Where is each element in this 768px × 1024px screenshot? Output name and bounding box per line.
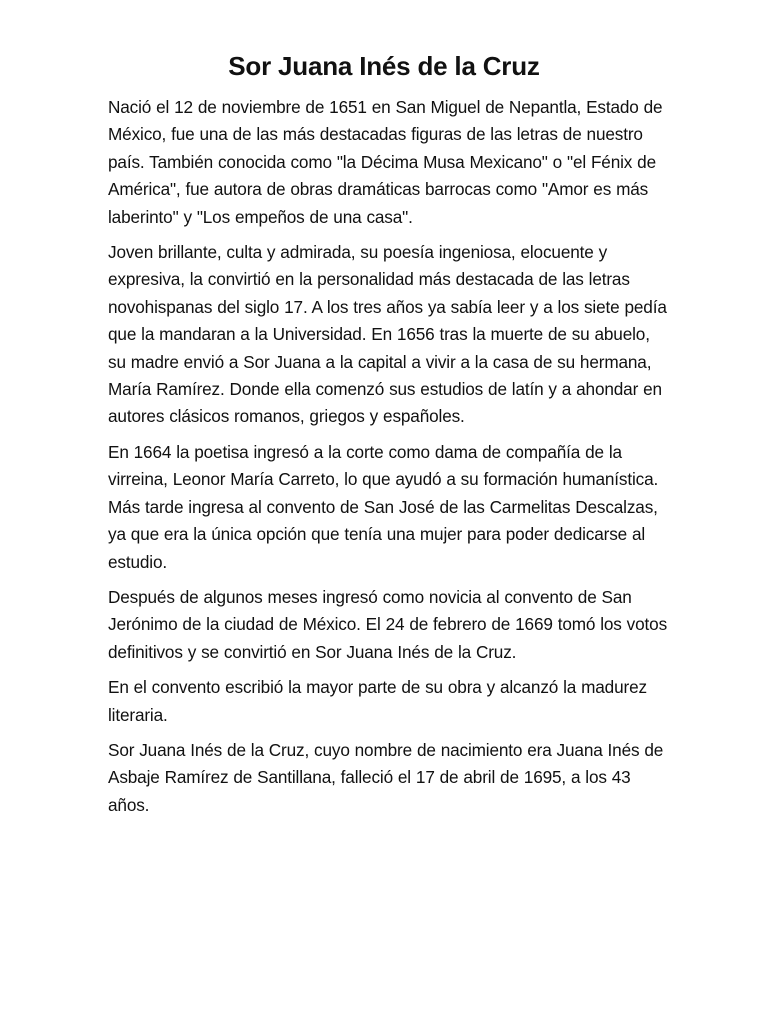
paragraph-court: En 1664 la poetisa ingresó a la corte como dama de compañía de la virreina, Leonor María Carreto, lo que ayudó a su formación humanística. Más tarde ingresa al convento de San José de las Carmelitas Descalzas, ya que era la única opción que tenía una mujer para poder dedicarse al estudio.: [108, 441, 659, 572]
paragraph-birth: Nació el 12 de noviembre de 1651 en San Miguel de Nepantla, Estado de México, fue una de las más destacadas figuras de las letras de nuestro país. También conocida como "la Décima Musa Mexicano" o "el Fénix de América", fue autora de obras dramáticas barrocas como "Amor es más laberinto" y "Los empeños de una casa".: [108, 97, 663, 227]
paragraph-death: Sor Juana Inés de la Cruz, cuyo nombre de nacimiento era Juana Inés de Asbaje Ramírez de Santillana, falleció el 17 de abril de 1695, a los 43 años.: [108, 739, 664, 815]
paragraph-youth: Joven brillante, culta y admirada, su poesía ingeniosa, elocuente y expresiva, la convirtió en la personalidad más destacada de las letras novohispanas del siglo 17. A los tres años ya sabía leer y a los siete pedía que la mandaran a la Universidad. En 1656 tras la muerte de su abuelo, su madre envió a Sor Juana a la capital a vivir a la casa de su hermana, María Ramírez. Donde ella comenzó sus estudios de latín y a ahondar en autores clásicos romanos, griegos y españoles.: [108, 242, 667, 427]
document-title: Sor Juana Inés de la Cruz: [228, 51, 540, 81]
paragraph-convent: Después de algunos meses ingresó como novicia al convento de San Jerónimo de la ciudad de México. El 24 de febrero de 1669 tomó los votos definitivos y se convirtió en Sor Juana Inés de la Cruz.: [108, 586, 668, 662]
document-body: [108, 94, 668, 827]
paragraph-work: En el convento escribió la mayor parte de su obra y alcanzó la madurez literaria.: [108, 677, 647, 725]
